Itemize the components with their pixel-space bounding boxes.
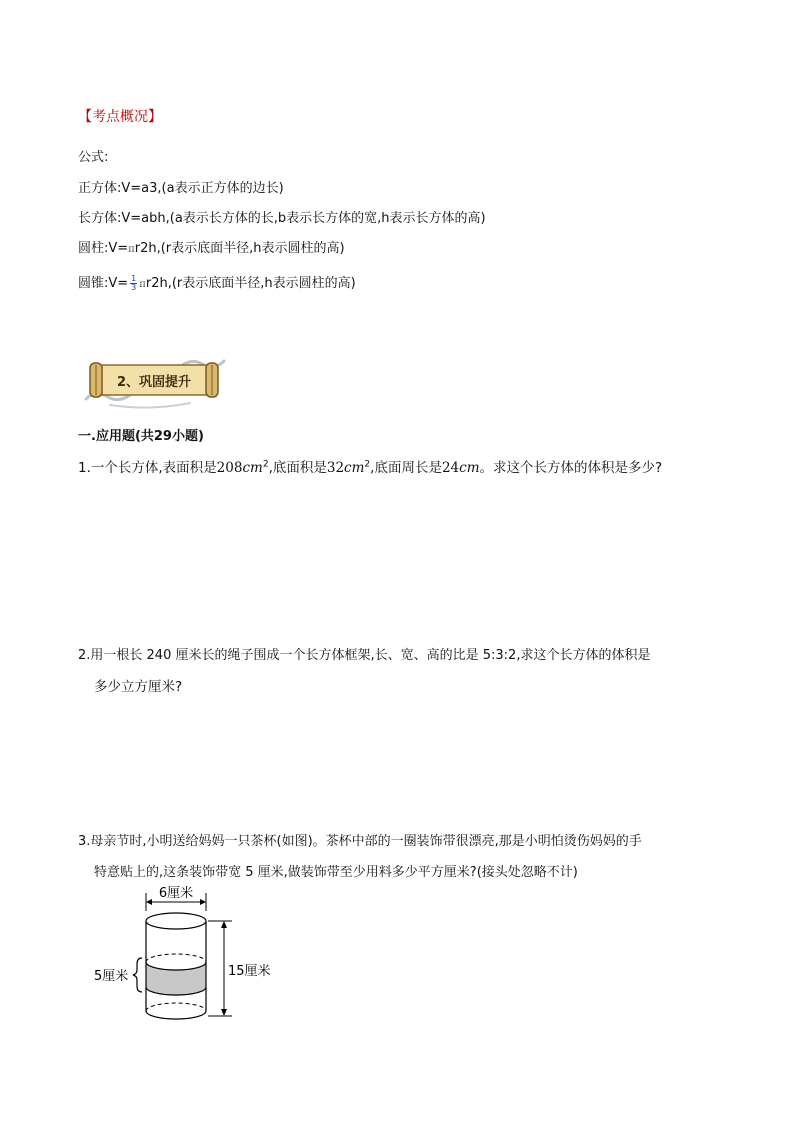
q1-end: 。求这个长方体的体积是多少? [479, 460, 663, 476]
left-brace [133, 958, 142, 992]
q1-unit-3: cm [459, 460, 480, 476]
q1-mid-1: ,底面积是 [268, 460, 327, 476]
teacup-figure [94, 885, 274, 1030]
fraction-one-third [130, 275, 137, 292]
top-label: 6厘米 [158, 886, 194, 901]
left-label: 5厘米 [94, 969, 129, 984]
banner-text: 2、巩固提升 [116, 375, 192, 390]
q1-value-2: 32 [326, 460, 345, 476]
q1-value-1: 208 [216, 460, 243, 476]
section-title: 一.应用题(共29小题) [78, 429, 204, 444]
question-3-line-2: 特意贴上的,这条装饰带宽 5 厘米,做装饰带至少用料多少平方厘米?(接头处忽略不计) [94, 865, 578, 880]
formula-cylinder-pre: 圆柱:V= [78, 241, 129, 256]
q1-value-3: 24 [441, 460, 460, 476]
q1-pre: 1.一个长方体,表面积是 [78, 460, 217, 476]
question-2-line-1: 2.用一根长 240 厘米长的绳子围成一个长方体框架,长、宽、高的比是 5:3:2,求这个长方体的体积是 [78, 648, 651, 663]
question-1 [78, 456, 662, 476]
fraction-denominator: 3 [131, 283, 137, 292]
q1-mid-2: ,底面周长是 [370, 460, 442, 476]
q1-sup-1: 2 [262, 459, 269, 470]
decoration-band [146, 962, 206, 995]
question-3-line-1: 3.母亲节时,小明送给妈妈一只茶杯(如图)。茶杯中部的一圈装饰带很漂亮,那是小明怕烫伤妈妈的手 [78, 834, 642, 849]
formula-cone-pre: 圆锥:V= [78, 276, 129, 291]
section-banner [80, 355, 230, 411]
formula-label: 公式: [78, 150, 109, 165]
formula-cylinder [78, 237, 345, 256]
question-2-line-2: 多少立方厘米? [94, 679, 183, 695]
pi-symbol: π [139, 279, 146, 290]
right-label: 15厘米 [228, 964, 271, 979]
scroll-banner-graphic [80, 355, 230, 411]
fraction-numerator: 1 [131, 274, 137, 283]
formula-cuboid: 长方体:V=abh,(a表示长方体的长,b表示长方体的宽,h表示长方体的高) [78, 211, 486, 226]
q1-unit-1: cm [242, 460, 263, 476]
formula-cube: 正方体:V=a3,(a表示正方体的边长) [78, 181, 284, 196]
formula-cone-post: r2h,(r表示底面半径,h表示圆柱的高) [145, 276, 356, 291]
kaodian-heading: 【考点概况】 [78, 109, 162, 125]
q1-sup-2: 2 [364, 459, 371, 470]
formula-cone [78, 272, 356, 292]
cylinder-diagram [94, 885, 274, 1030]
pi-symbol: π [128, 244, 135, 255]
q1-unit-2: cm [344, 460, 365, 476]
formula-cylinder-post: r2h,(r表示底面半径,h表示圆柱的高) [134, 241, 345, 256]
